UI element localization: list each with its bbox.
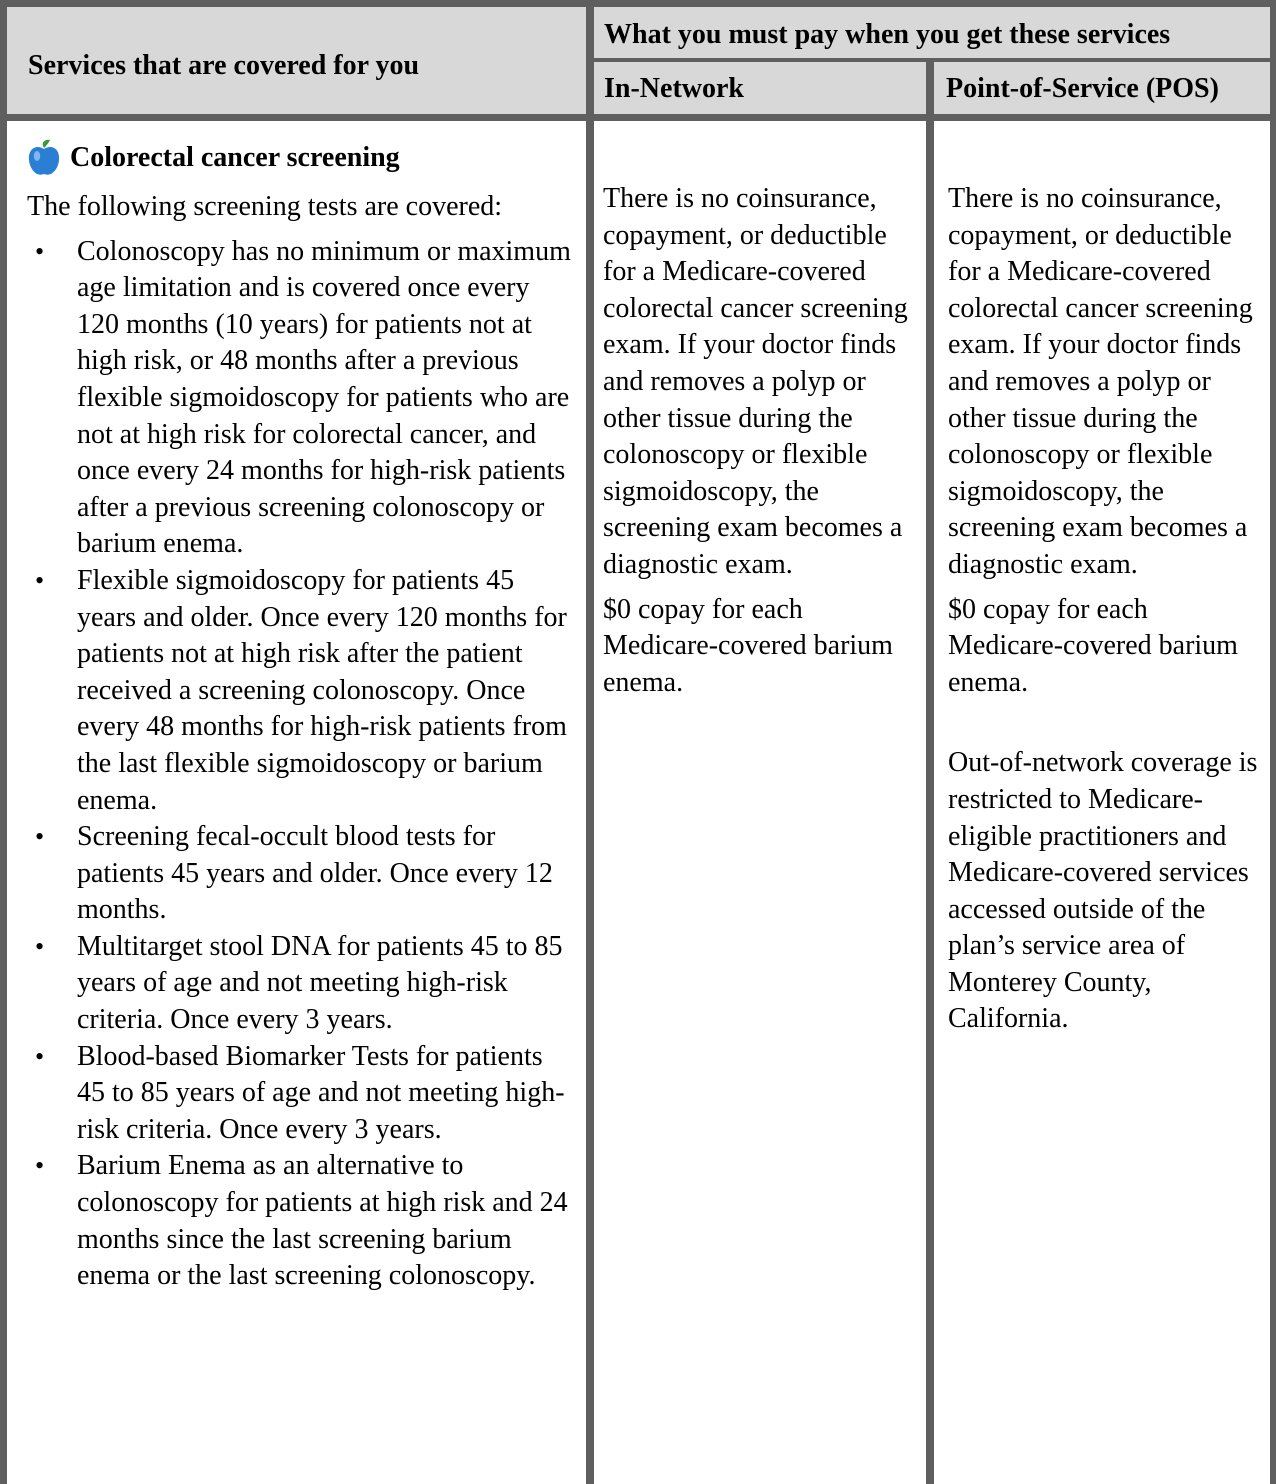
list-item: • Colonoscopy has no minimum or maximum age limitation and is covered once every 120 months (10 years) for patients not at high risk, or 48 months after a previous flexible sigmoidoscopy for patients who are not at high risk for colorectal cancer, and once every 24 months for high-risk patients after a previous screening colonoscopy or barium enema. [35,235,571,560]
table-top-border [0,0,1276,7]
pos-header: Point-of-Service (POS) [946,73,1219,104]
bullet-icon: • [35,236,45,266]
list-item: • Barium Enema as an alternative to colonoscopy for patients at high risk and 24 months since the last screening barium enema or the last screening colonoscopy. [35,1150,568,1292]
bullet-icon: • [35,565,45,595]
bullet-icon: • [35,1151,45,1181]
services-header: Services that are covered for you [28,50,420,81]
pos-cost [948,181,1266,1038]
table-left-border [0,0,7,1484]
in-network-paragraph-2: $0 copay for each Medicare-covered barium enema. [603,593,893,698]
screening-tests-list [27,234,577,1295]
bullet-icon: • [35,931,45,961]
apple-icon [26,138,62,178]
bullet-icon: • [35,1041,45,1071]
list-item: • Screening fecal-occult blood tests for patients 45 years and older. Once every 12 months. [35,821,553,926]
header-bottom-border [0,114,1276,121]
pay-header: What you must pay when you get these services [604,19,1171,50]
list-item: • Flexible sigmoidoscopy for patients 45 years and older. Once every 120 months for patients not at high risk after the patient received a screening colonoscopy. Once every 48 months for high-risk patients from the last flexible sigmoidoscopy or barium enema. [35,564,567,816]
in-network-paragraph-1: There is no coinsurance, copayment, or deductible for a Medicare-covered colorectal cancer screening exam. If your doctor finds and removes a polyp or other tissue during the colonoscopy or flexible sigmoidoscopy, the screening exam becomes a diagnostic exam. [603,183,908,580]
in-network-cost [603,181,921,701]
in-network-header: In-Network [604,73,744,104]
column-divider-1 [586,0,594,1484]
service-intro: The following screening tests are covered: [27,191,503,222]
column-divider-2 [926,62,934,1484]
list-item: • Blood-based Biomarker Tests for patients 45 to 85 years of age and not meeting high-risk criteria. Once every 3 years. [35,1040,565,1145]
table-right-border [1270,0,1276,1484]
service-description [27,189,577,1295]
list-item: • Multitarget stool DNA for patients 45 to 85 years of age and not meeting high-risk criteria. Once every 3 years. [35,930,563,1036]
bullet-icon: • [35,822,45,852]
pos-paragraph-1: There is no coinsurance, copayment, or deductible for a Medicare-covered colorectal cancer screening exam. If your doctor finds and removes a polyp or other tissue during the colonoscopy or flexible sigmoidoscopy, the screening exam becomes a diagnostic exam. [948,183,1253,580]
service-title: Colorectal cancer screening [70,142,400,173]
pos-paragraph-3: Out-of-network coverage is restricted to Medicare-eligible practitioners and Medicare-covered services accessed outside of the plan’s service area of Monterey County, California. [948,747,1258,1035]
service-title-row [26,138,400,178]
pos-paragraph-2: $0 copay for each Medicare-covered barium enema. [948,593,1238,698]
